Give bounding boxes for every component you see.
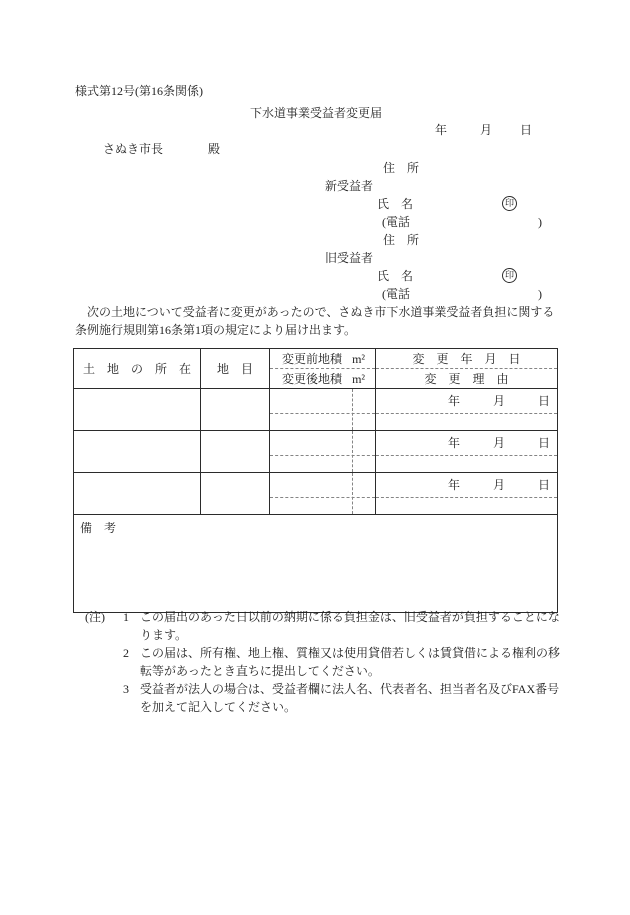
new-address-label: 住 所 — [383, 161, 420, 175]
area-after-label: 変更後地積 — [282, 371, 343, 386]
area-before-field — [270, 431, 375, 456]
intro-paragraph: 次の土地について受益者に変更があったので、さぬき市下水道事業受益者負担に関する条例施行規則第16条第1項の規定により届け出ます。 — [75, 305, 555, 337]
seal-icon — [502, 268, 517, 283]
row-month-label: 月 — [492, 436, 505, 450]
row-day-label: 日 — [537, 436, 550, 450]
row-year-label: 年 — [447, 436, 460, 450]
header-land-location: 土 地 の 所 在 — [74, 349, 201, 388]
row-day-label: 日 — [537, 394, 550, 408]
area-unit-divider — [352, 431, 353, 472]
row-month-label: 月 — [492, 394, 505, 408]
page-title: 下水道事業受益者変更届 — [249, 106, 382, 120]
header-change-cell — [376, 349, 557, 388]
change-reason-field — [376, 414, 557, 430]
change-cell — [376, 389, 557, 430]
header-area-cell — [270, 349, 376, 388]
old-beneficiary-label: 旧受益者 — [325, 251, 374, 265]
area-cell — [270, 389, 376, 430]
table-row — [74, 473, 557, 515]
change-date-field — [376, 473, 557, 498]
change-reason-field — [376, 456, 557, 472]
form-number: 様式第12号(第16条関係) — [75, 84, 203, 98]
new-phone-close-paren: ) — [538, 215, 542, 229]
old-phone-close-paren: ) — [538, 287, 542, 301]
land-category-cell — [201, 389, 270, 430]
date-day-label: 日 — [520, 123, 533, 137]
row-year-label: 年 — [447, 478, 460, 492]
date-year-label: 年 — [435, 123, 448, 137]
land-category-cell — [201, 473, 270, 514]
table-row — [74, 389, 557, 431]
area-before-unit: m² — [352, 351, 365, 366]
area-after-field — [270, 498, 375, 514]
area-unit-divider — [352, 473, 353, 514]
note-number: 3 — [123, 682, 129, 696]
remarks-cell — [74, 515, 557, 612]
seal-character: 印 — [504, 270, 514, 280]
new-beneficiary-label: 新受益者 — [325, 179, 374, 193]
change-date-field — [376, 431, 557, 456]
area-after-field — [270, 456, 375, 472]
notes-list — [123, 608, 560, 716]
land-change-table — [73, 348, 558, 613]
new-phone-label: (電話 — [382, 215, 410, 229]
header-change-date: 変 更 年 月 日 — [376, 349, 557, 369]
seal-character: 印 — [504, 198, 514, 208]
note-text: 受益者が法人の場合は、受益者欄に法人名、代表者名、担当者名及びFAX番号を加えて記入してください。 — [140, 682, 560, 714]
area-cell — [270, 473, 376, 514]
addressee-honorific: 殿 — [208, 142, 221, 156]
seal-icon — [502, 196, 517, 211]
land-location-cell — [74, 431, 201, 472]
old-phone-label: (電話 — [382, 287, 410, 301]
row-day-label: 日 — [537, 478, 550, 492]
note-number: 2 — [123, 646, 129, 660]
header-change-reason: 変 更 理 由 — [424, 371, 509, 386]
header-area-before — [270, 349, 375, 369]
note-text: この届は、所有権、地上権、質権又は使用貸借若しくは賃貸借による権利の移転等があったとき直ちに提出してください。 — [140, 646, 561, 678]
land-location-cell — [74, 473, 201, 514]
date-month-label: 月 — [480, 123, 493, 137]
notes-label: (注) — [85, 610, 105, 624]
new-name-label: 氏 名 — [377, 197, 414, 211]
change-reason-field — [376, 498, 557, 514]
area-before-field — [270, 389, 375, 414]
area-after-field — [270, 414, 375, 430]
area-before-field — [270, 473, 375, 498]
old-name-label: 氏 名 — [377, 269, 414, 283]
note-text: この届出のあった日以前の納期に係る負担金は、旧受益者が負担することになります。 — [140, 610, 560, 642]
note-item — [123, 680, 560, 716]
change-date-field — [376, 389, 557, 414]
row-year-label: 年 — [447, 394, 460, 408]
area-after-unit: m² — [352, 371, 365, 386]
table-row — [74, 431, 557, 473]
area-unit-divider — [352, 389, 353, 430]
header-land-category: 地 目 — [201, 349, 270, 388]
land-location-cell — [74, 389, 201, 430]
remarks-row — [74, 515, 557, 612]
remarks-label: 備 考 — [80, 521, 117, 535]
change-cell — [376, 431, 557, 472]
note-number: 1 — [123, 610, 129, 624]
area-before-label: 変更前地積 — [282, 351, 343, 366]
change-cell — [376, 473, 557, 514]
note-item — [123, 644, 560, 680]
addressee-name: さぬき市長 — [103, 142, 164, 156]
land-category-cell — [201, 431, 270, 472]
row-month-label: 月 — [492, 478, 505, 492]
footnotes — [85, 608, 561, 716]
table-header-row — [74, 349, 557, 389]
header-area-after — [270, 369, 375, 388]
old-address-label: 住 所 — [383, 233, 420, 247]
area-cell — [270, 431, 376, 472]
note-item — [123, 608, 560, 644]
